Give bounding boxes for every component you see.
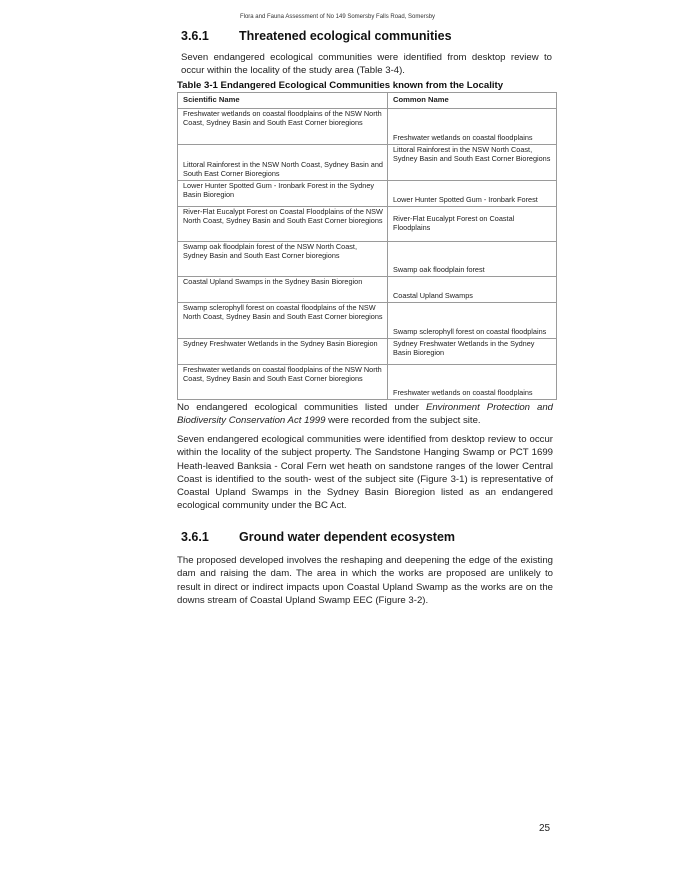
table-row — [178, 181, 557, 207]
section-title: Ground water dependent ecosystem — [239, 530, 456, 544]
table-header-row — [178, 93, 557, 109]
epbc-text-before: No endangered ecological communities listed under — [177, 402, 426, 413]
common-name-cell: Freshwater wetlands on coastal floodplains — [388, 109, 557, 145]
scientific-name-cell: Littoral Rainforest in the NSW North Coast, Sydney Basin and South East Corner Bioregions — [178, 145, 388, 181]
common-name-cell: Freshwater wetlands on coastal floodplains — [388, 365, 557, 400]
common-name-cell: Swamp sclerophyll forest on coastal floodplains — [388, 303, 557, 339]
table-row — [178, 277, 557, 303]
section-heading-threatened — [181, 29, 452, 43]
epbc-text-after: were recorded from the subject site. — [325, 415, 481, 427]
common-name-cell: Coastal Upland Swamps — [388, 277, 557, 303]
epbc-paragraph — [177, 401, 553, 428]
common-name-cell: River-Flat Eucalypt Forest on Coastal Floodplains — [388, 207, 557, 242]
table-row — [178, 303, 557, 339]
column-header-common: Common Name — [388, 93, 557, 109]
scientific-name-cell: Coastal Upland Swamps in the Sydney Basin Bioregion — [178, 277, 388, 303]
common-name-cell: Lower Hunter Spotted Gum - Ironbark Forest — [388, 181, 557, 207]
intro-paragraph: Seven endangered ecological communities were identified from desktop review to occur within the locality of the study area (Table 3-4). — [181, 52, 552, 77]
scientific-name-cell: Swamp oak floodplain forest of the NSW North Coast, Sydney Basin and South East Corner bioregions — [178, 242, 388, 277]
page-header: Flora and Fauna Assessment of No 149 Somersby Falls Road, Somersby — [239, 14, 436, 20]
common-name-cell: Swamp oak floodplain forest — [388, 242, 557, 277]
eec-desktop-review-paragraph: Seven endangered ecological communities were identified from desktop review to occur within the locality of the subject property. The Sandstone Hanging Swamp or PCT 1699 Heath-leaved Banksia - Coral Fern wet heath on sandstone ranges of the lower Central Coast is identified to the south- west of the subject site (Figure 3-1) is representative of Coastal Upland Swamps in the Sydney Basin Bioregion listed as an endangered ecological community under the BC Act. — [177, 434, 553, 512]
section-heading-groundwater — [181, 530, 455, 544]
scientific-name-cell: Lower Hunter Spotted Gum - Ironbark Forest in the Sydney Basin Bioregion — [178, 181, 388, 207]
table-row — [178, 207, 557, 242]
section-number: 3.6.1 — [181, 29, 209, 43]
section-title: Threatened ecological communities — [239, 29, 452, 43]
groundwater-paragraph: The proposed developed involves the reshaping and deepening the edge of the existing dam and raising the dam. The area in which the works are proposed are unlikely to result in direct or indirect impacts upon Coastal Upland Swamp as the works are on the downs stream of Coastal Upland Swamp EEC (Figure 3-2). — [177, 555, 553, 606]
page-number: 25 — [539, 823, 551, 834]
table-caption: Table 3-1 Endangered Ecological Communities known from the Locality — [177, 80, 504, 91]
common-name-cell: Sydney Freshwater Wetlands in the Sydney Basin Bioregion — [388, 339, 557, 365]
epbc-act-name: Environment Protection and Biodiversity Conservation Act 1999 — [177, 402, 553, 427]
scientific-name-cell: Freshwater wetlands on coastal floodplains of the NSW North Coast, Sydney Basin and South East Corner bioregions — [178, 109, 388, 145]
eec-table — [177, 92, 557, 400]
scientific-name-cell: Freshwater wetlands on coastal floodplains of the NSW North Coast, Sydney Basin and South East Corner bioregions — [178, 365, 388, 400]
table-row — [178, 242, 557, 277]
scientific-name-cell: Swamp sclerophyll forest on coastal floodplains of the NSW North Coast, Sydney Basin and South East Corner bioregions — [178, 303, 388, 339]
section-number: 3.6.1 — [181, 530, 209, 544]
scientific-name-cell: River-Flat Eucalypt Forest on Coastal Floodplains of the NSW North Coast, Sydney Basin and South East Corner bioregions — [178, 207, 388, 242]
common-name-cell: Littoral Rainforest in the NSW North Coast, Sydney Basin and South East Corner Bioregions — [388, 145, 557, 181]
table-row — [178, 339, 557, 365]
table-row — [178, 365, 557, 400]
column-header-scientific: Scientific Name — [178, 93, 388, 109]
table-row — [178, 109, 557, 145]
table-row — [178, 145, 557, 181]
scientific-name-cell: Sydney Freshwater Wetlands in the Sydney Basin Bioregion — [178, 339, 388, 365]
